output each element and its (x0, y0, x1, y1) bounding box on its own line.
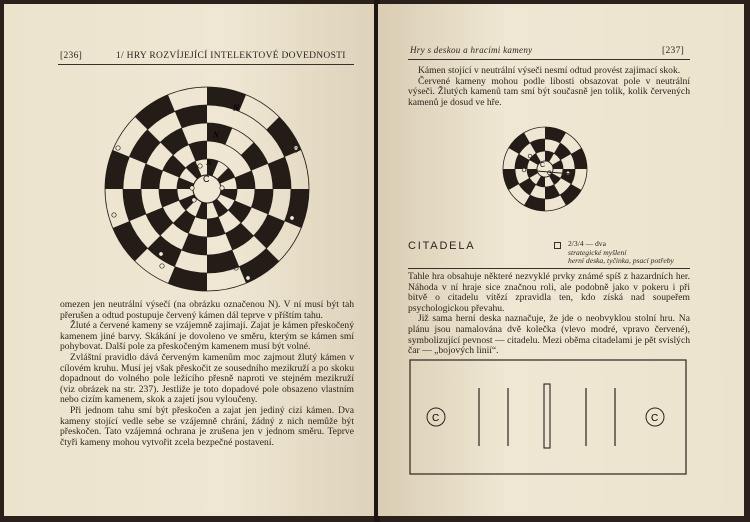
left-citadel-label: C (432, 413, 440, 424)
board-dark-segment (173, 210, 195, 233)
board-dark-segment (266, 117, 301, 157)
board-dark-segment (196, 202, 207, 219)
meta-players: 2/3/4 — dva (568, 239, 606, 248)
right-intro-paragraph-1: Kámen stojící v neutrální výseči nesmí odtud provést zajímací skok. (418, 65, 681, 76)
meta-equipment: herní deska, tyčinka, psací potřeby (568, 256, 674, 266)
game-meta (568, 240, 698, 266)
right-intro-text (408, 66, 690, 108)
section-body-text (408, 272, 690, 357)
neutral-label-outer: N (233, 103, 240, 113)
left-page-number: [236] (60, 51, 83, 61)
board-dark-segment (160, 128, 188, 155)
board-dark-segment (105, 150, 129, 189)
board-dark-segment (113, 221, 148, 261)
neutral-label-middle: N (213, 130, 220, 140)
left-paragraph-2: Žluté a červené kameny se vzájemně zajímají. Zajat je kámen přeskočený kamenem jiné barvy. Skákání je dovoleno ve směru, kterým se kámen smí pohybovat. Další pole za přeskočeným kamenem musí být volné. (60, 320, 354, 353)
right-intro-paragraph-2: Červené kameny mohou podle libosti obsazovat pole v neutrální výseči. Žlutých kamenů tam smí být současně jen tolik, kolik červených kamenů je dosud ve hře. (408, 75, 690, 108)
game-stone (290, 216, 294, 220)
neutral-label-inner: N (206, 158, 212, 167)
board-dark-segment (189, 141, 207, 161)
small-stone-label: G (547, 171, 552, 177)
game-stone (190, 186, 194, 190)
board-frame (410, 360, 686, 474)
left-paragraph-1: omezen jen neutrální výsečí (na obrázku označenou N). V ní musí být tah přerušen a odtud postupuje červený kámen dál teprve v příštím tahu. (60, 299, 354, 321)
center-circle-label: C (203, 174, 210, 184)
board-dark-segment (123, 189, 146, 221)
board-dark-segment (159, 189, 179, 207)
game-stone (220, 186, 224, 190)
board-rings (105, 87, 309, 291)
right-page-number: [237] (662, 46, 685, 56)
board-dark-segment (212, 199, 228, 217)
right-header-rule (408, 59, 690, 60)
small-game-board-diagram (502, 126, 588, 212)
board-dark-segment (235, 171, 255, 189)
left-paragraph-4: Při jednom tahu smí být přeskočen a zajat jen jediný cizí kámen. Dva kameny stojící vedle sebe se vzájemně chrání, žádný z nich nemůže být přeskočen. Tato vzájemná ochrana je zrušena jen v jednom směru. Teprve čtyři kameny mohou vytvořit zcela bezpečné postavení. (60, 404, 354, 448)
game-stone (192, 198, 196, 202)
game-stone (522, 168, 526, 172)
game-stone (528, 154, 532, 158)
board-dark-segment (207, 217, 225, 237)
left-header-rule (58, 64, 354, 65)
game-stone (116, 146, 120, 150)
section-paragraph-2: Již sama herní deska naznačuje, že jde o neobvyklou stolní hru. Na plánu jsou namalována dvě kolečka (vlevo modré, vpravo červené), symbolizující pevnost — citadelu. Mezi oběma citadelami je pět svislých čar — „bojových linií“. (408, 313, 690, 357)
board-dark-segment (163, 155, 186, 177)
board-dark-segment (228, 200, 251, 222)
large-game-board-diagram (96, 78, 318, 300)
board-dark-segment (554, 143, 571, 160)
section-paragraph-1: Tahle hra obsahuje některé nezvyklé prvky známé spíš z hazardních her. Náhoda v ní hraje sice značnou roli, ale podobně jako v pokeru i při bitvě o citadelu vítězí zpravidla ten, kdo získá nad soupeřem psychologickou převahu. (408, 271, 690, 314)
board-dark-segment (239, 248, 279, 283)
section-title: CITADELA (408, 240, 476, 252)
section-rule (408, 268, 690, 269)
game-stone (198, 164, 202, 168)
right-page (378, 4, 744, 516)
game-stone (566, 171, 570, 175)
board-dark-segment (146, 207, 173, 235)
board-dark-segment (175, 105, 207, 128)
meta-category: strategické myšlení (568, 247, 627, 257)
board-dark-segment (285, 189, 309, 228)
left-running-head: 1/ HRY ROZVÍJEJÍCÍ INTELEKTOVÉ DOVEDNOSTI (116, 51, 346, 61)
left-body-text (60, 300, 354, 448)
checkbox-icon (554, 242, 561, 249)
small-center-label: C (540, 162, 546, 169)
right-citadel-label: C (651, 413, 659, 424)
left-paragraph-3: Zvláštní pravidlo dává červeným kamenům moc zajmout žlutý kámen v cílovém kruhu. Musí jej však přeskočit ze sousedního mezikruží a po skoku dopadnout do volného pole ležícího přesně naproti ve stejném mezikruží (viz obrázek na str. 237). Jestliže je toto dopadové pole obsazeno vlastním nebo cizím kamenem, skok a zajetí jsou vyloučeny. (60, 351, 354, 406)
board-dark-segment (135, 95, 175, 130)
right-running-head: Hry s deskou a hracími kameny (410, 45, 533, 55)
board-dark-segment (217, 168, 235, 184)
board-dark-segment (519, 178, 536, 195)
game-stone (160, 264, 164, 268)
board-dark-segment (220, 189, 237, 200)
board-dark-segment (241, 142, 268, 170)
left-page (4, 4, 376, 516)
game-stone (246, 276, 250, 280)
small-board-rings (503, 127, 587, 211)
battle-line-3-stick (544, 384, 550, 448)
board-dark-segment (168, 267, 207, 291)
board-dark-segment (225, 223, 253, 250)
game-stone (159, 252, 163, 256)
game-stone (112, 213, 116, 217)
citadel-board-diagram (408, 358, 688, 476)
board-dark-segment (207, 87, 246, 111)
board-dark-segment (268, 157, 291, 189)
